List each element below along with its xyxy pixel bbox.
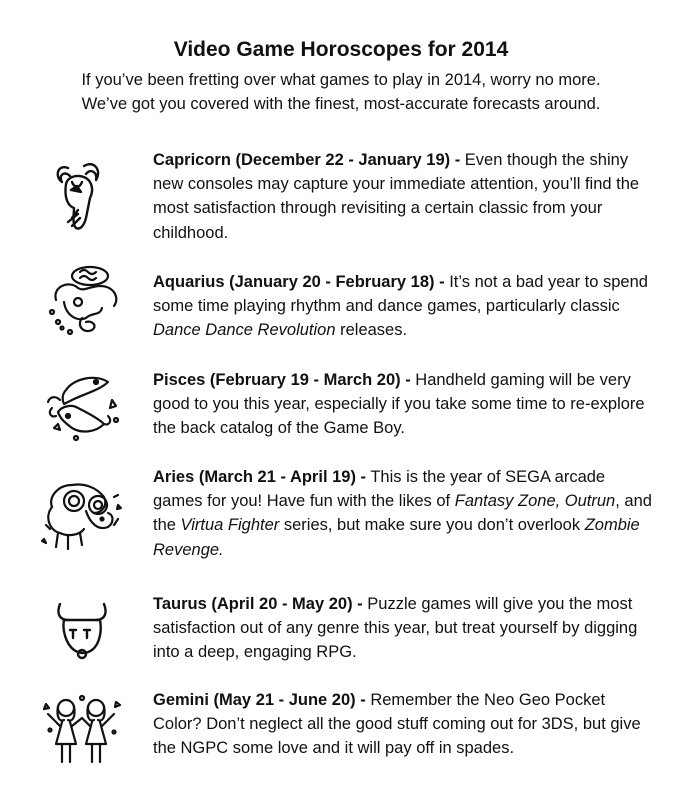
capricorn-body: Even though the shiny new consoles may capture your immediate attention, you’ll find the most satisfaction through revisiting a certain classic from your childhood. [153,151,640,242]
gemini-body: Remember the Neo Geo Pocket Color? Don’t neglect all the good stuff coming out for 3DS, but give the NGPC some love and it will pay off in spades. [153,691,641,758]
capricorn-goat-icon [38,154,128,244]
aquarius-body-a: It’s not a bad year to spend some time playing rhythm and dance games, particularly classic [153,273,648,316]
aries-body-a: This is the year of SEGA arcade games for you! Have fun with the likes of [153,468,606,511]
taurus-bull-icon [38,590,128,680]
intro-line-1: If you’ve been fretting over what games to play in 2014, worry no more. [81,71,601,89]
gemini-text [153,688,653,761]
aquarius-heading: Aquarius (January 20 - February 18) - [153,273,445,291]
page-title: Video Game Horoscopes for 2014 [173,38,509,61]
aries-text [153,465,653,562]
aries-game-title-a: Fantasy Zone, Outrun [454,492,616,511]
aquarius-body-b: releases. [335,321,408,340]
aries-ram-icon [38,467,128,557]
gemini-twins-icon [38,684,128,774]
gemini-heading: Gemini (May 21 - June 20) - [153,691,366,709]
aries-heading: Aries (March 21 - April 19) - [153,468,367,486]
capricorn-text [153,148,653,245]
aquarius-water-bearer-icon [42,256,132,346]
pisces-body: Handheld gaming will be very good to you this year, especially if you take some time to re-explore the back catalog of the Game Boy. [153,371,645,438]
pisces-fish-icon [38,360,128,450]
aquarius-game-title: Dance Dance Revolution [153,321,336,340]
taurus-heading: Taurus (April 20 - May 20) - [153,595,363,613]
intro-paragraph [0,68,682,116]
taurus-body: Puzzle games will give you the most satisfaction out of any genre this year, but treat yourself by digging into a deep, engaging RPG. [153,595,638,662]
capricorn-heading: Capricorn (December 22 - January 19) - [153,151,461,169]
aries-body-c: series, but make sure you don’t overlook [279,516,585,535]
aries-game-title-b: Virtua Fighter [180,516,280,535]
aries-game-title-c: Zombie Revenge. [153,516,640,559]
aquarius-text [153,270,653,343]
taurus-text [153,592,653,665]
aries-body-b: , and the [153,492,652,535]
pisces-heading: Pisces (February 19 - March 20) - [153,371,411,389]
pisces-text [153,368,653,441]
intro-line-2: We’ve got you covered with the finest, most-accurate forecasts around. [81,95,601,113]
